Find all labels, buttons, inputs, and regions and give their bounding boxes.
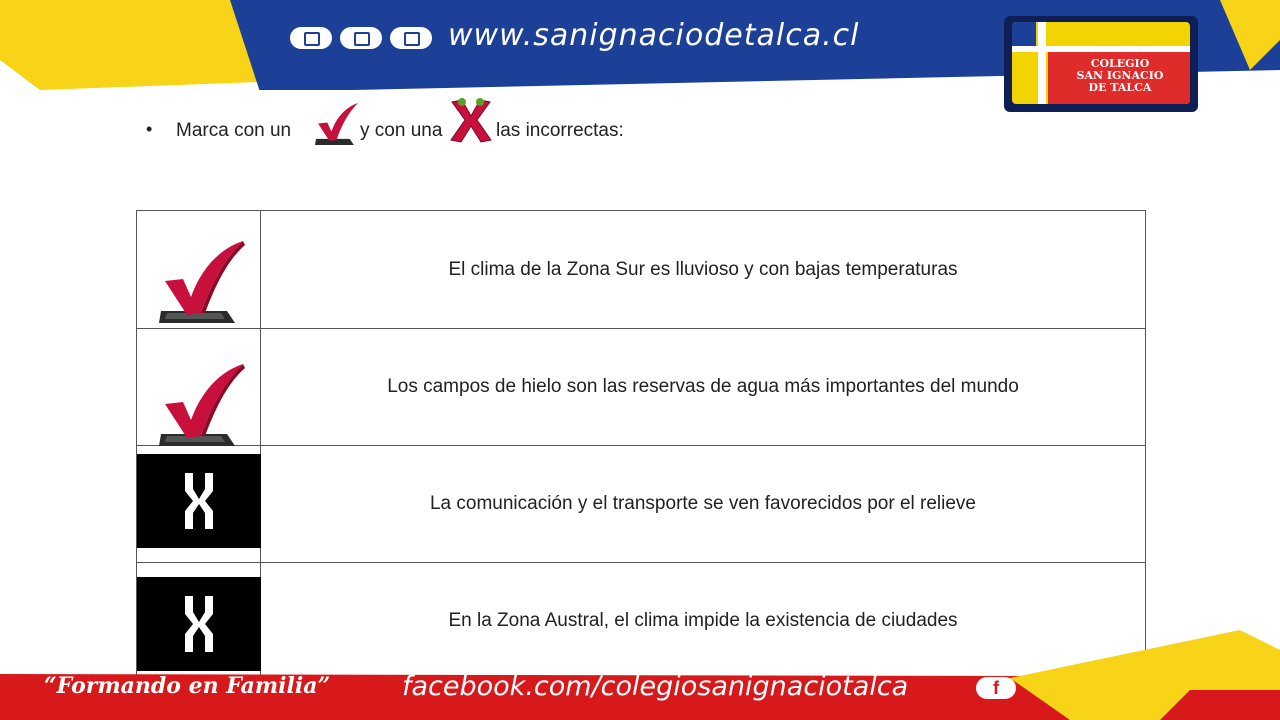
x-mark-box <box>137 577 261 671</box>
bullet: • <box>146 119 153 139</box>
checkmark-icon <box>314 102 360 146</box>
mark-cell[interactable] <box>137 562 261 679</box>
crest-line-1: COLEGIO <box>1090 57 1150 70</box>
table-row <box>137 328 1145 446</box>
tablet-icon <box>340 27 382 49</box>
statement-text: El clima de la Zona Sur es lluvioso y con bajas temperaturas <box>448 258 958 280</box>
instruction-part-3: las incorrectas: <box>496 120 624 141</box>
website-url[interactable]: www.sanignaciodetalca.cl <box>448 18 860 53</box>
crest-line-3: DE TALCA <box>1088 81 1152 94</box>
table-row <box>137 562 1145 679</box>
statement-text: Los campos de hielo son las reservas de agua más importantes del mundo <box>387 375 1019 397</box>
facebook-icon[interactable]: f <box>976 677 1016 699</box>
x-mark-box <box>137 454 261 548</box>
statements-table <box>136 210 1146 680</box>
checkmark-icon <box>157 239 247 325</box>
table-row <box>137 211 1145 329</box>
footer-motto: “Formando en Familia” <box>44 673 331 699</box>
crest-line-2: SAN IGNACIO <box>1076 69 1164 82</box>
facebook-link[interactable]: facebook.com/colegiosanignaciotalca <box>402 671 909 702</box>
statement-text: En la Zona Austral, el clima impide la existencia de ciudades <box>448 609 958 631</box>
table-row <box>137 445 1145 563</box>
instruction-part-1: Marca con un <box>176 120 292 141</box>
mark-cell[interactable] <box>137 328 261 445</box>
header-yellow-band-left <box>0 0 260 90</box>
school-crest-logo <box>1004 16 1198 112</box>
checkmark-icon <box>157 362 247 448</box>
statement-text: La comunicación y el transporte se ven favorecidos por el relieve <box>429 492 976 514</box>
x-mark-icon <box>179 594 219 654</box>
mark-cell[interactable] <box>137 211 261 328</box>
x-mark-icon <box>448 96 494 144</box>
x-mark-icon <box>179 471 219 531</box>
instruction-part-2: y con una <box>360 120 443 141</box>
phone-icon <box>290 27 332 49</box>
mark-cell[interactable] <box>137 445 261 562</box>
camera-icon <box>390 27 432 49</box>
